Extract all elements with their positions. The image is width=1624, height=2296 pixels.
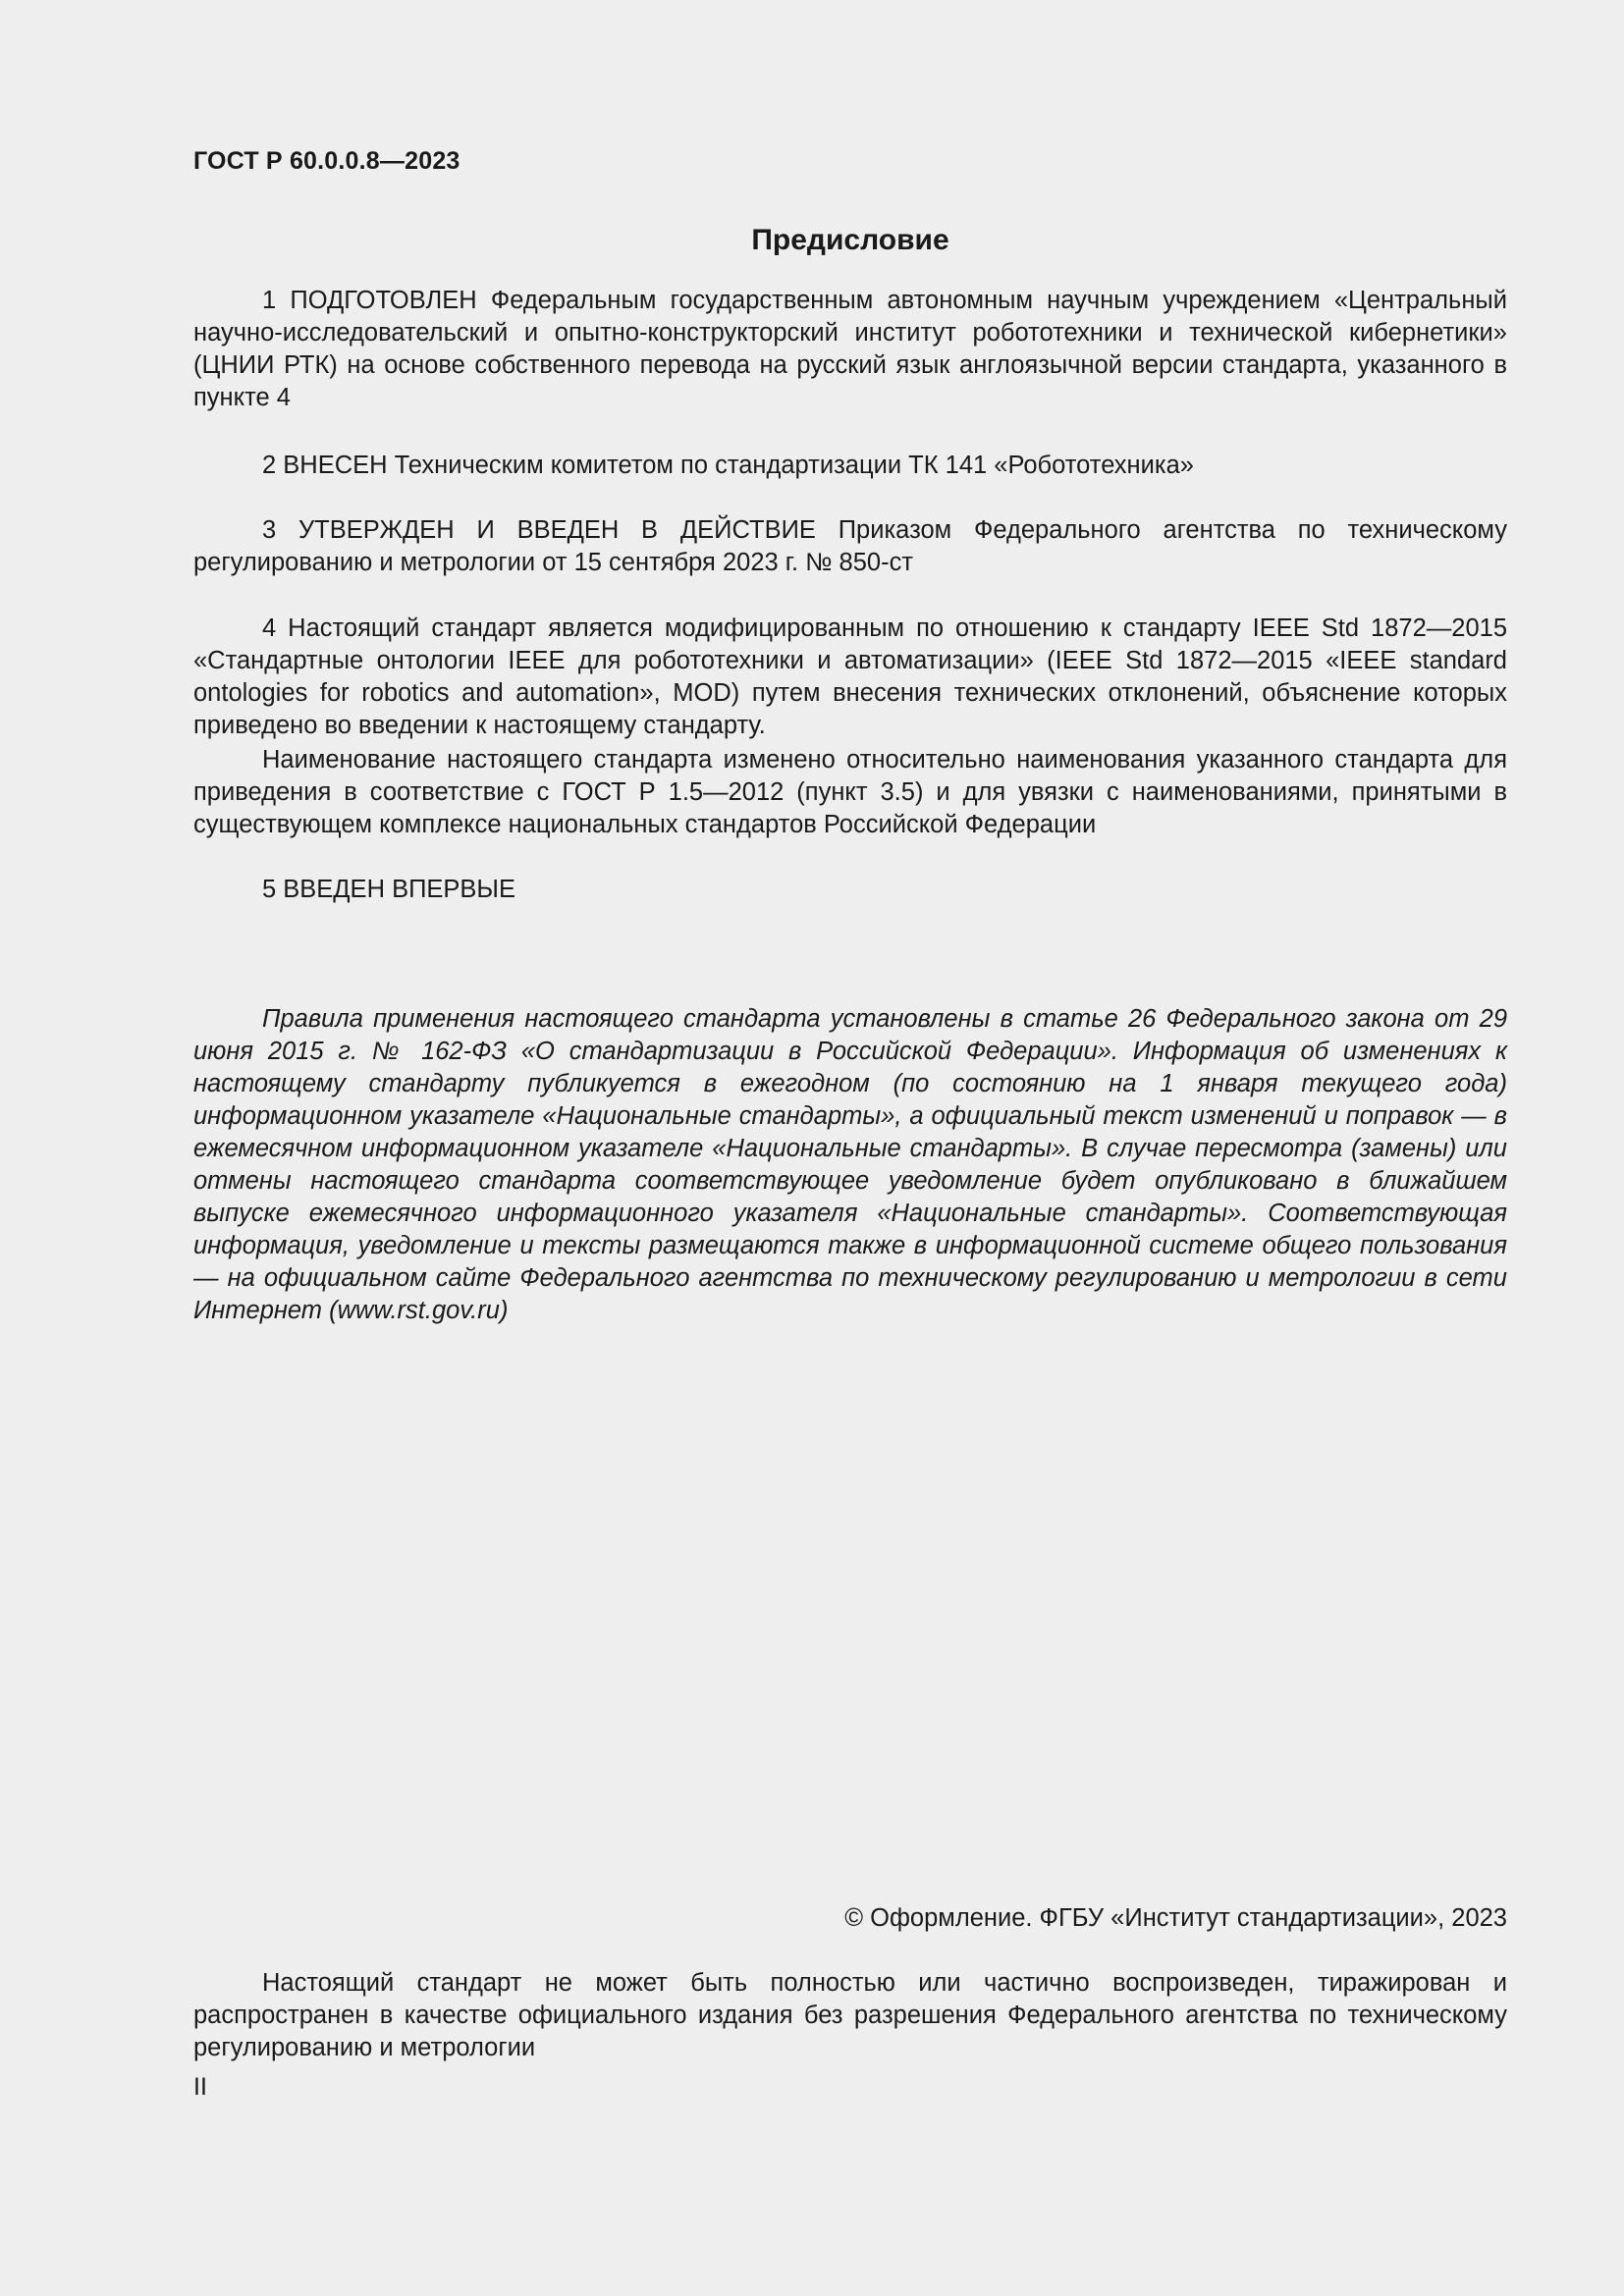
paragraph-1-prepared: 1 ПОДГОТОВЛЕН Федеральным государственным автономным научным учреждением «Центральный научно-исследовательский и опытно-конструкторский институт робототехники и технической кибернетики» (ЦНИИ РТК) на основе собственного перевода на русский язык англоязычной версии стандарта, указанного в пункте 4 <box>193 287 1507 411</box>
paragraph-2-submitted: 2 ВНЕСЕН Техническим комитетом по стандартизации ТК 141 «Робототехника» <box>262 452 1194 479</box>
rules-notice: Правила применения настоящего стандарта установлены в статье 26 Федерального закона от 29 июня 2015 г. № 162-ФЗ «О стандартизации в Российской Федерации». Информация об изменениях к настоящему стандарту публикуется в ежегодном (по состоянию на 1 января текущего года) информационном указателе «Национальные стандарты», а официальный текст изменений и поправок — в ежемесячном информационном указателе «Национальные стандарты». В случае пересмотра (замены) или отмены настоящего стандарта соответствующее уведомление будет опубликовано в ближайшем выпуске ежемесячного информационного указателя «Национальные стандарты». Соответствующая информация, уведомление и тексты размещаются также в информационной системе общего пользования — на официальном сайте Федерального агентства по техническому регулированию и метрологии в сети Интернет (www.rst.gov.ru) <box>193 1005 1507 1324</box>
page-title: Предисловие <box>751 224 949 256</box>
paragraph-5-first-introduced: 5 ВВЕДЕН ВПЕРВЫЕ <box>262 876 516 903</box>
paragraph-4-name-change: Наименование настоящего стандарта изменено относительно наименования указанного стандарта для приведения в соответствие с ГОСТ Р 1.5—2012 (пункт 3.5) и для увязки с наименованиями, принятыми в существующем комплексе национальных стандартов Российской Федерации <box>193 746 1507 838</box>
page-number: II <box>193 2073 207 2101</box>
document-code: ГОСТ Р 60.0.0.8—2023 <box>193 147 460 175</box>
copyright-line: © Оформление. ФГБУ «Институт стандартизации», 2023 <box>844 1904 1507 1932</box>
document-page <box>193 0 1507 2296</box>
paragraph-3-approved: 3 УТВЕРЖДЕН И ВВЕДЕН В ДЕЙСТВИЕ Приказом Федерального агентства по техническому регулированию и метрологии от 15 сентября 2023 г. № 850-ст <box>193 516 1507 576</box>
paragraph-4-modified-standard: 4 Настоящий стандарт является модифицированным по отношению к стандарту IEEE Std 1872—2015 «Стандартные онтологии IEEE для робототехники и автоматизации» (IEEE Std 1872—2015 «IEEE standard ontologies for robotics and automation», MOD) путем внесения технических отклонений, объяснение которых приведено во введении к настоящему стандарту. <box>193 614 1507 739</box>
reproduction-notice: Настоящий стандарт не может быть полностью или частично воспроизведен, тиражирован и распространен в качестве официального издания без разрешения Федерального агентства по техническому регулированию и метрологии <box>193 1969 1507 2061</box>
